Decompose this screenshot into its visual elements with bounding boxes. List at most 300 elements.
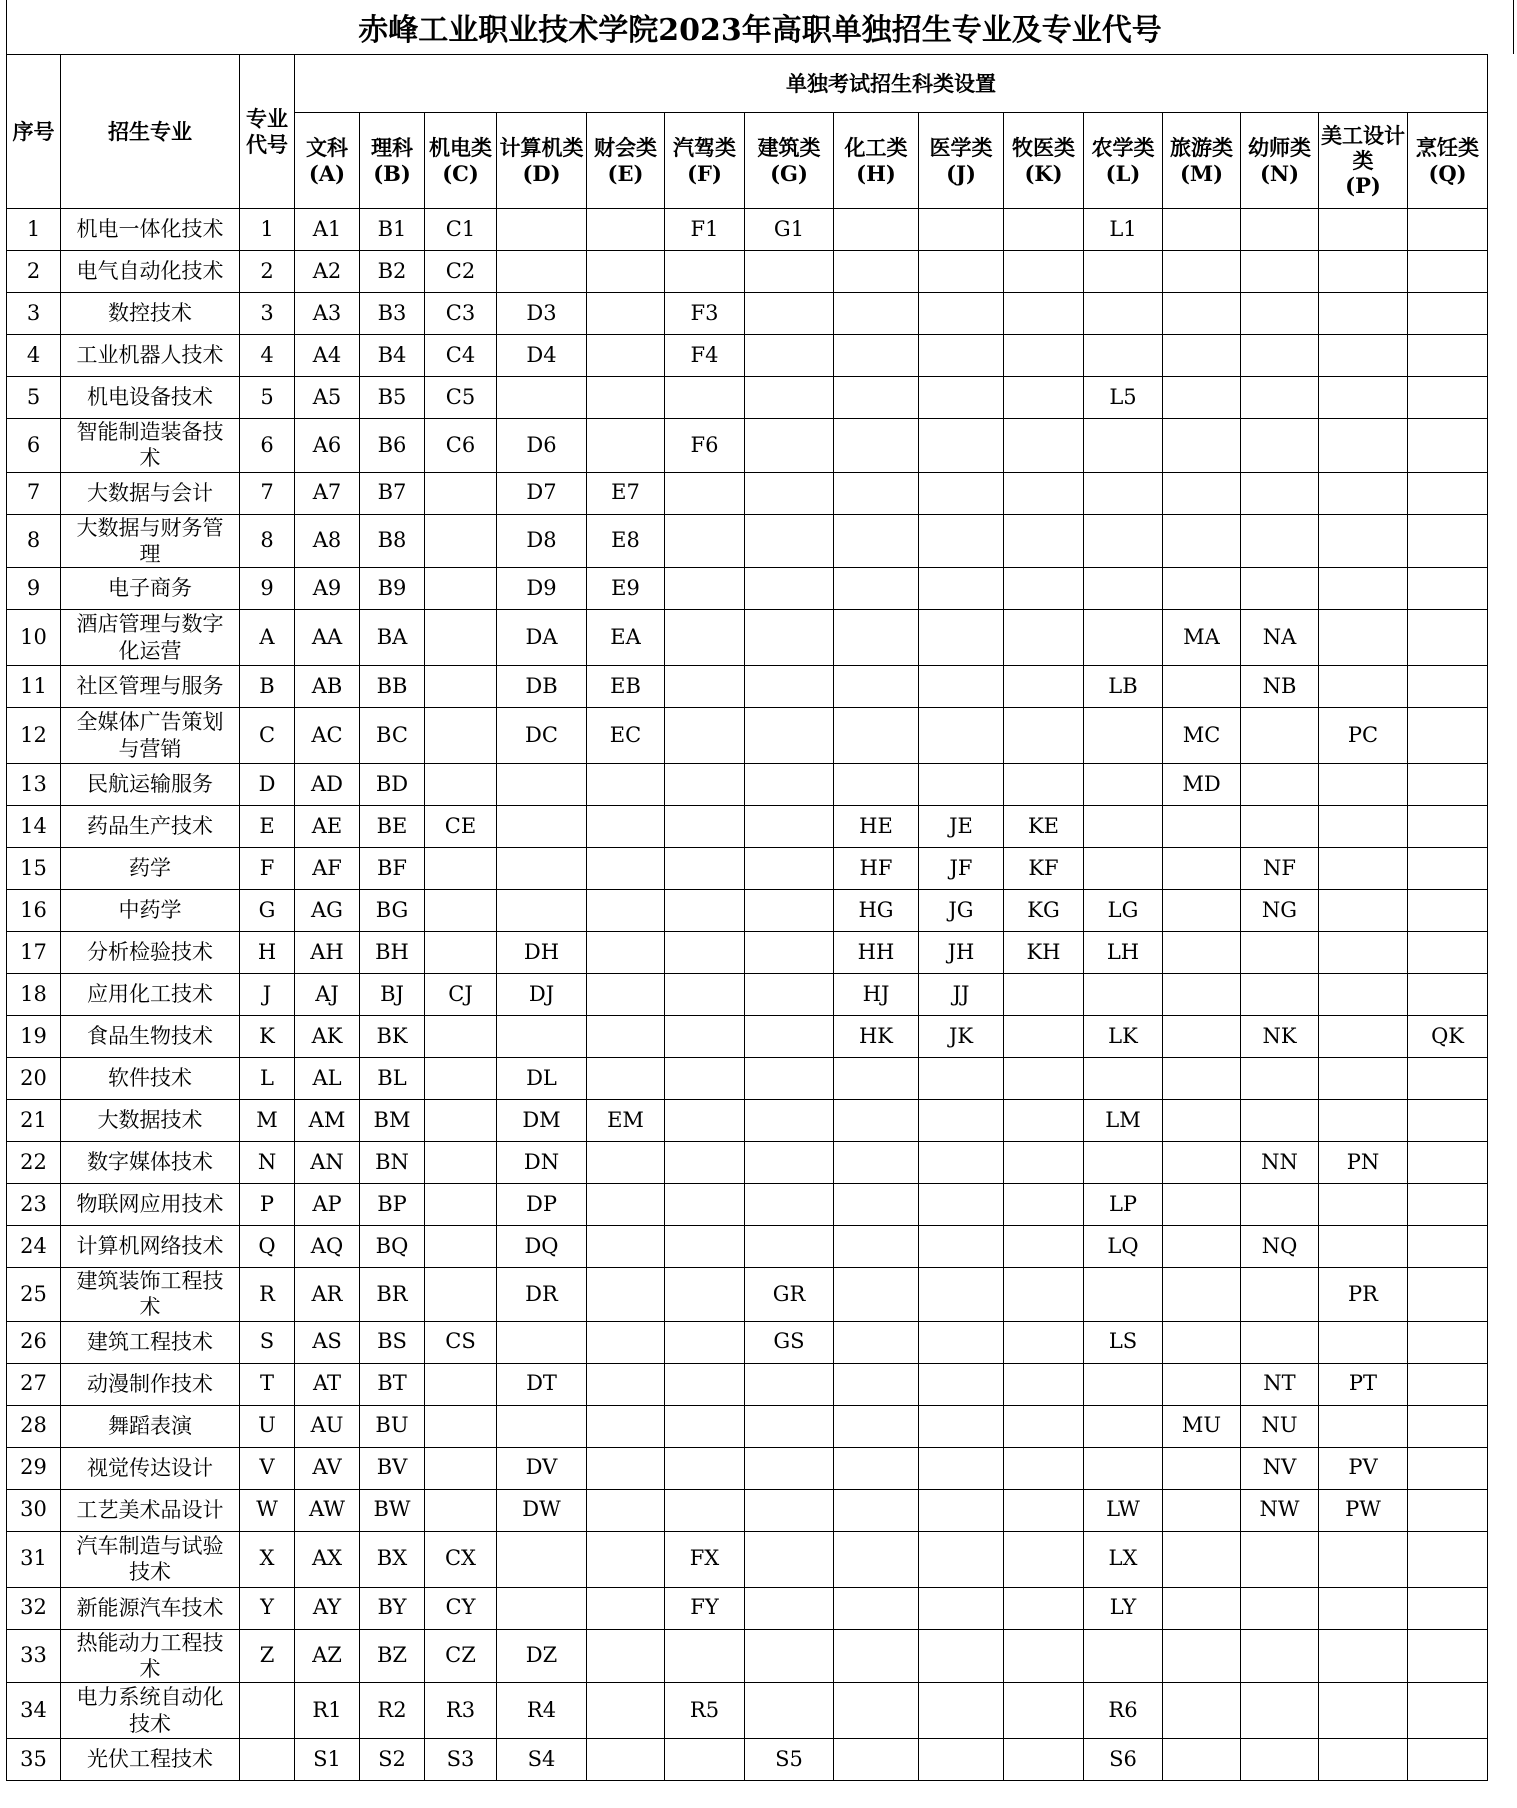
- subject-code-cell: [745, 1363, 834, 1405]
- subject-code-cell: [1408, 472, 1488, 514]
- subject-code-cell: [1319, 932, 1408, 974]
- subject-code-cell: [834, 1629, 919, 1683]
- category-name: 农学类: [1091, 135, 1155, 161]
- subject-code-cell: D4: [497, 335, 587, 377]
- subject-code-cell: LB: [1084, 666, 1163, 708]
- subject-code-cell: PT: [1319, 1363, 1408, 1405]
- header-category: [745, 113, 834, 209]
- subject-code-cell: [587, 890, 665, 932]
- code-cell: W: [240, 1489, 295, 1531]
- subject-code-cell: [425, 708, 497, 764]
- subject-code-cell: [665, 377, 745, 419]
- major-cell: 酒店管理与数字化运营: [61, 610, 240, 666]
- subject-code-cell: NF: [1241, 848, 1319, 890]
- header-major: 招生专业: [61, 55, 240, 209]
- subject-code-cell: [1241, 806, 1319, 848]
- subject-code-cell: [1319, 377, 1408, 419]
- subject-code-cell: [1319, 806, 1408, 848]
- subject-code-cell: [1084, 1268, 1163, 1322]
- subject-code-cell: [1408, 209, 1488, 251]
- subject-code-cell: [665, 251, 745, 293]
- code-cell: 6: [240, 419, 295, 473]
- subject-code-cell: [919, 1268, 1004, 1322]
- subject-code-cell: [1319, 251, 1408, 293]
- code-cell: Q: [240, 1226, 295, 1268]
- subject-code-cell: [1163, 1184, 1241, 1226]
- subject-code-cell: [1004, 251, 1084, 293]
- subject-code-cell: [1163, 1016, 1241, 1058]
- subject-code-cell: AF: [295, 848, 360, 890]
- subject-code-cell: [1004, 610, 1084, 666]
- major-cell: 电力系统自动化技术: [61, 1683, 240, 1739]
- subject-code-cell: [497, 848, 587, 890]
- subject-code-cell: [1004, 514, 1084, 568]
- code-cell: 3: [240, 293, 295, 335]
- seq-cell: 19: [7, 1016, 61, 1058]
- table-row: [7, 377, 1488, 419]
- subject-code-cell: [665, 666, 745, 708]
- subject-code-cell: A2: [295, 251, 360, 293]
- subject-code-cell: E8: [587, 514, 665, 568]
- subject-code-cell: [1163, 1100, 1241, 1142]
- subject-code-cell: AR: [295, 1268, 360, 1322]
- subject-code-cell: [745, 251, 834, 293]
- subject-code-cell: R5: [665, 1683, 745, 1739]
- subject-code-cell: [587, 806, 665, 848]
- subject-code-cell: [425, 568, 497, 610]
- major-cell: 计算机网络技术: [61, 1226, 240, 1268]
- subject-code-cell: [1004, 1531, 1084, 1587]
- header-category: [425, 113, 497, 209]
- category-letter: (A): [308, 160, 346, 186]
- table-row: [7, 1587, 1488, 1629]
- seq-cell: 3: [7, 293, 61, 335]
- subject-code-cell: [834, 472, 919, 514]
- subject-code-cell: DV: [497, 1447, 587, 1489]
- seq-cell: 5: [7, 377, 61, 419]
- subject-code-cell: DQ: [497, 1226, 587, 1268]
- subject-code-cell: BQ: [360, 1226, 425, 1268]
- subject-code-cell: [587, 1363, 665, 1405]
- subject-code-cell: [1004, 293, 1084, 335]
- subject-code-cell: DM: [497, 1100, 587, 1142]
- subject-code-cell: [1319, 610, 1408, 666]
- subject-code-cell: [919, 377, 1004, 419]
- seq-cell: 31: [7, 1531, 61, 1587]
- subject-code-cell: [1241, 209, 1319, 251]
- subject-code-cell: [425, 610, 497, 666]
- seq-cell: 1: [7, 209, 61, 251]
- category-name: 幼师类: [1248, 135, 1311, 161]
- subject-code-cell: AS: [295, 1321, 360, 1363]
- subject-code-cell: [1319, 1405, 1408, 1447]
- subject-code-cell: JH: [919, 932, 1004, 974]
- subject-code-cell: [425, 472, 497, 514]
- subject-code-cell: [665, 764, 745, 806]
- subject-code-cell: [497, 1587, 587, 1629]
- subject-code-cell: [1004, 1058, 1084, 1100]
- header-category: [1408, 113, 1488, 209]
- subject-code-cell: NT: [1241, 1363, 1319, 1405]
- subject-code-cell: [834, 514, 919, 568]
- code-cell: 1: [240, 209, 295, 251]
- category-letter: (B): [373, 160, 411, 186]
- subject-code-cell: LQ: [1084, 1226, 1163, 1268]
- subject-code-cell: [1004, 666, 1084, 708]
- category-name: 牧医类: [1012, 135, 1075, 161]
- subject-code-cell: DA: [497, 610, 587, 666]
- subject-code-cell: D6: [497, 419, 587, 473]
- table-row: [7, 568, 1488, 610]
- code-cell: L: [240, 1058, 295, 1100]
- table-row: [7, 1739, 1488, 1781]
- subject-code-cell: B2: [360, 251, 425, 293]
- subject-code-cell: [919, 472, 1004, 514]
- subject-code-cell: [1084, 568, 1163, 610]
- table-row: [7, 1447, 1488, 1489]
- subject-code-cell: [834, 1184, 919, 1226]
- code-cell: 9: [240, 568, 295, 610]
- subject-code-cell: [834, 666, 919, 708]
- subject-code-cell: [1163, 1142, 1241, 1184]
- subject-code-cell: [497, 764, 587, 806]
- seq-cell: 15: [7, 848, 61, 890]
- subject-code-cell: [1241, 1587, 1319, 1629]
- subject-code-cell: [834, 1142, 919, 1184]
- subject-code-cell: [1241, 708, 1319, 764]
- code-cell: F: [240, 848, 295, 890]
- code-cell: V: [240, 1447, 295, 1489]
- subject-code-cell: [1408, 1405, 1488, 1447]
- header-category: [497, 113, 587, 209]
- major-cell: 机电设备技术: [61, 377, 240, 419]
- subject-code-cell: [1084, 1629, 1163, 1683]
- subject-code-cell: R2: [360, 1683, 425, 1739]
- subject-code-cell: [1319, 1058, 1408, 1100]
- subject-code-cell: [665, 1489, 745, 1531]
- subject-code-cell: [745, 1489, 834, 1531]
- table-row: [7, 1531, 1488, 1587]
- subject-code-cell: DT: [497, 1363, 587, 1405]
- subject-code-cell: [587, 419, 665, 473]
- subject-code-cell: B5: [360, 377, 425, 419]
- subject-code-cell: D7: [497, 472, 587, 514]
- table-row: [7, 1184, 1488, 1226]
- subject-code-cell: [745, 514, 834, 568]
- subject-code-cell: [745, 1405, 834, 1447]
- subject-code-cell: [425, 1142, 497, 1184]
- subject-code-cell: [919, 251, 1004, 293]
- major-cell: 数字媒体技术: [61, 1142, 240, 1184]
- subject-code-cell: [665, 848, 745, 890]
- subject-code-cell: [1241, 1268, 1319, 1322]
- subject-code-cell: [745, 890, 834, 932]
- header-category: [1004, 113, 1084, 209]
- subject-code-cell: [1319, 1226, 1408, 1268]
- subject-code-cell: [1408, 514, 1488, 568]
- subject-code-cell: A6: [295, 419, 360, 473]
- subject-code-cell: JJ: [919, 974, 1004, 1016]
- code-cell: P: [240, 1184, 295, 1226]
- subject-code-cell: [1241, 472, 1319, 514]
- major-cell: 药学: [61, 848, 240, 890]
- category-letter: (M): [1179, 160, 1224, 186]
- subject-code-cell: [587, 1226, 665, 1268]
- subject-code-cell: QK: [1408, 1016, 1488, 1058]
- seq-cell: 11: [7, 666, 61, 708]
- subject-code-cell: AA: [295, 610, 360, 666]
- subject-code-cell: LK: [1084, 1016, 1163, 1058]
- subject-code-cell: [1163, 1268, 1241, 1322]
- subject-code-cell: DC: [497, 708, 587, 764]
- subject-code-cell: C5: [425, 377, 497, 419]
- subject-code-cell: [919, 666, 1004, 708]
- subject-code-cell: [919, 293, 1004, 335]
- subject-code-cell: [587, 1142, 665, 1184]
- subject-code-cell: [1004, 1016, 1084, 1058]
- subject-code-cell: [919, 1100, 1004, 1142]
- subject-code-cell: R4: [497, 1683, 587, 1739]
- major-cell: 舞蹈表演: [61, 1405, 240, 1447]
- subject-code-cell: AU: [295, 1405, 360, 1447]
- subject-code-cell: [1163, 568, 1241, 610]
- subject-code-cell: NB: [1241, 666, 1319, 708]
- subject-code-cell: AT: [295, 1363, 360, 1405]
- subject-code-cell: DZ: [497, 1629, 587, 1683]
- seq-cell: 18: [7, 974, 61, 1016]
- major-cell: 药品生产技术: [61, 806, 240, 848]
- subject-code-cell: [834, 1100, 919, 1142]
- subject-code-cell: BH: [360, 932, 425, 974]
- subject-code-cell: NN: [1241, 1142, 1319, 1184]
- subject-code-cell: LY: [1084, 1587, 1163, 1629]
- subject-code-cell: BR: [360, 1268, 425, 1322]
- seq-cell: 35: [7, 1739, 61, 1781]
- code-cell: G: [240, 890, 295, 932]
- subject-code-cell: [1163, 1489, 1241, 1531]
- category-letter: (C): [442, 160, 479, 186]
- major-cell: 视觉传达设计: [61, 1447, 240, 1489]
- subject-code-cell: [919, 764, 1004, 806]
- table-row: [7, 1100, 1488, 1142]
- subject-code-cell: [919, 419, 1004, 473]
- subject-code-cell: [1163, 974, 1241, 1016]
- subject-code-cell: [1163, 1321, 1241, 1363]
- subject-code-cell: F1: [665, 209, 745, 251]
- subject-code-cell: [1319, 848, 1408, 890]
- subject-code-cell: [587, 335, 665, 377]
- subject-code-cell: KE: [1004, 806, 1084, 848]
- subject-code-cell: [497, 209, 587, 251]
- subject-code-cell: [1084, 251, 1163, 293]
- subject-code-cell: [665, 1363, 745, 1405]
- subject-code-cell: AV: [295, 1447, 360, 1489]
- subject-code-cell: [1241, 974, 1319, 1016]
- subject-code-cell: A4: [295, 335, 360, 377]
- subject-code-cell: [745, 377, 834, 419]
- subject-code-cell: [1319, 209, 1408, 251]
- subject-code-cell: [1408, 806, 1488, 848]
- major-cell: 大数据与财务管理: [61, 514, 240, 568]
- subject-code-cell: [834, 251, 919, 293]
- code-cell: A: [240, 610, 295, 666]
- subject-code-cell: L1: [1084, 209, 1163, 251]
- subject-code-cell: DJ: [497, 974, 587, 1016]
- subject-code-cell: [1163, 293, 1241, 335]
- code-cell: 5: [240, 377, 295, 419]
- subject-code-cell: PN: [1319, 1142, 1408, 1184]
- subject-code-cell: [1163, 1629, 1241, 1683]
- subject-code-cell: [1163, 335, 1241, 377]
- subject-code-cell: [1319, 890, 1408, 932]
- subject-code-cell: [1004, 568, 1084, 610]
- subject-code-cell: [1004, 1587, 1084, 1629]
- seq-cell: 13: [7, 764, 61, 806]
- subject-code-cell: [1408, 848, 1488, 890]
- subject-code-cell: [1408, 251, 1488, 293]
- subject-code-cell: [1163, 1739, 1241, 1781]
- subject-code-cell: DB: [497, 666, 587, 708]
- table-row: [7, 610, 1488, 666]
- seq-cell: 7: [7, 472, 61, 514]
- subject-code-cell: [665, 1321, 745, 1363]
- seq-cell: 6: [7, 419, 61, 473]
- subject-code-cell: [425, 1058, 497, 1100]
- subject-code-cell: [665, 974, 745, 1016]
- category-letter: (P): [1345, 173, 1381, 199]
- subject-code-cell: [665, 708, 745, 764]
- subject-code-cell: [587, 1629, 665, 1683]
- subject-code-cell: LP: [1084, 1184, 1163, 1226]
- subject-code-cell: [665, 1268, 745, 1322]
- subject-code-cell: FY: [665, 1587, 745, 1629]
- subject-code-cell: JK: [919, 1016, 1004, 1058]
- code-cell: 8: [240, 514, 295, 568]
- category-name: 化工类: [844, 135, 908, 161]
- subject-code-cell: [1004, 209, 1084, 251]
- subject-code-cell: KF: [1004, 848, 1084, 890]
- subject-code-cell: [919, 1184, 1004, 1226]
- subject-code-cell: DH: [497, 932, 587, 974]
- subject-code-cell: [1408, 974, 1488, 1016]
- subject-code-cell: [1163, 514, 1241, 568]
- subject-code-cell: [919, 708, 1004, 764]
- major-cell: 电子商务: [61, 568, 240, 610]
- subject-code-cell: [745, 568, 834, 610]
- subject-code-cell: HK: [834, 1016, 919, 1058]
- subject-code-cell: [1408, 610, 1488, 666]
- subject-code-cell: [919, 1489, 1004, 1531]
- subject-code-cell: [1319, 1683, 1408, 1739]
- header-category: [665, 113, 745, 209]
- subject-code-cell: [1408, 568, 1488, 610]
- subject-code-cell: [425, 514, 497, 568]
- header-category: [295, 113, 360, 209]
- subject-code-cell: [834, 1226, 919, 1268]
- subject-code-cell: [497, 377, 587, 419]
- subject-code-cell: NU: [1241, 1405, 1319, 1447]
- subject-code-cell: FX: [665, 1531, 745, 1587]
- subject-code-cell: BB: [360, 666, 425, 708]
- subject-code-cell: [425, 666, 497, 708]
- subject-code-cell: [834, 419, 919, 473]
- subject-code-cell: BJ: [360, 974, 425, 1016]
- subject-code-cell: EA: [587, 610, 665, 666]
- header-category: [919, 113, 1004, 209]
- subject-code-cell: [919, 568, 1004, 610]
- subject-code-cell: S2: [360, 1739, 425, 1781]
- seq-cell: 20: [7, 1058, 61, 1100]
- subject-code-cell: AW: [295, 1489, 360, 1531]
- subject-code-cell: [587, 1739, 665, 1781]
- code-cell: 4: [240, 335, 295, 377]
- subject-code-cell: [1408, 1447, 1488, 1489]
- subject-code-cell: [745, 1629, 834, 1683]
- major-cell: 应用化工技术: [61, 974, 240, 1016]
- subject-code-cell: [834, 1683, 919, 1739]
- table-row: [7, 890, 1488, 932]
- subject-code-cell: JE: [919, 806, 1004, 848]
- code-cell: J: [240, 974, 295, 1016]
- subject-code-cell: D9: [497, 568, 587, 610]
- subject-code-cell: [745, 293, 834, 335]
- subject-code-cell: BF: [360, 848, 425, 890]
- category-letter: (L): [1105, 160, 1141, 186]
- subject-code-cell: [1084, 419, 1163, 473]
- category-name: 文科: [306, 135, 348, 161]
- category-letter: (J): [946, 160, 976, 186]
- subject-code-cell: [1319, 1321, 1408, 1363]
- table-row: [7, 974, 1488, 1016]
- subject-code-cell: AE: [295, 806, 360, 848]
- major-cell: 新能源汽车技术: [61, 1587, 240, 1629]
- subject-code-cell: [665, 1405, 745, 1447]
- table-row: [7, 335, 1488, 377]
- subject-code-cell: [425, 1016, 497, 1058]
- code-cell: T: [240, 1363, 295, 1405]
- subject-code-cell: BC: [360, 708, 425, 764]
- subject-code-cell: LX: [1084, 1531, 1163, 1587]
- subject-code-cell: [1408, 1683, 1488, 1739]
- subject-code-cell: HF: [834, 848, 919, 890]
- subject-code-cell: HH: [834, 932, 919, 974]
- subject-code-cell: [1408, 1587, 1488, 1629]
- subject-code-cell: [745, 472, 834, 514]
- header-category: [1084, 113, 1163, 209]
- subject-code-cell: F6: [665, 419, 745, 473]
- table-row: [7, 209, 1488, 251]
- subject-code-cell: [1084, 1405, 1163, 1447]
- subject-code-cell: EB: [587, 666, 665, 708]
- subject-code-cell: [665, 610, 745, 666]
- seq-cell: 25: [7, 1268, 61, 1322]
- subject-code-cell: [1084, 514, 1163, 568]
- subject-code-cell: B4: [360, 335, 425, 377]
- subject-code-cell: [497, 1531, 587, 1587]
- subject-code-cell: [919, 1629, 1004, 1683]
- subject-code-cell: [425, 1489, 497, 1531]
- subject-code-cell: D8: [497, 514, 587, 568]
- header-code: 专业代号: [240, 55, 295, 209]
- subject-code-cell: [587, 1587, 665, 1629]
- subject-code-cell: LW: [1084, 1489, 1163, 1531]
- subject-code-cell: R6: [1084, 1683, 1163, 1739]
- subject-code-cell: [425, 848, 497, 890]
- subject-code-cell: A9: [295, 568, 360, 610]
- subject-code-cell: [1408, 890, 1488, 932]
- subject-code-cell: AD: [295, 764, 360, 806]
- subject-code-cell: [587, 1016, 665, 1058]
